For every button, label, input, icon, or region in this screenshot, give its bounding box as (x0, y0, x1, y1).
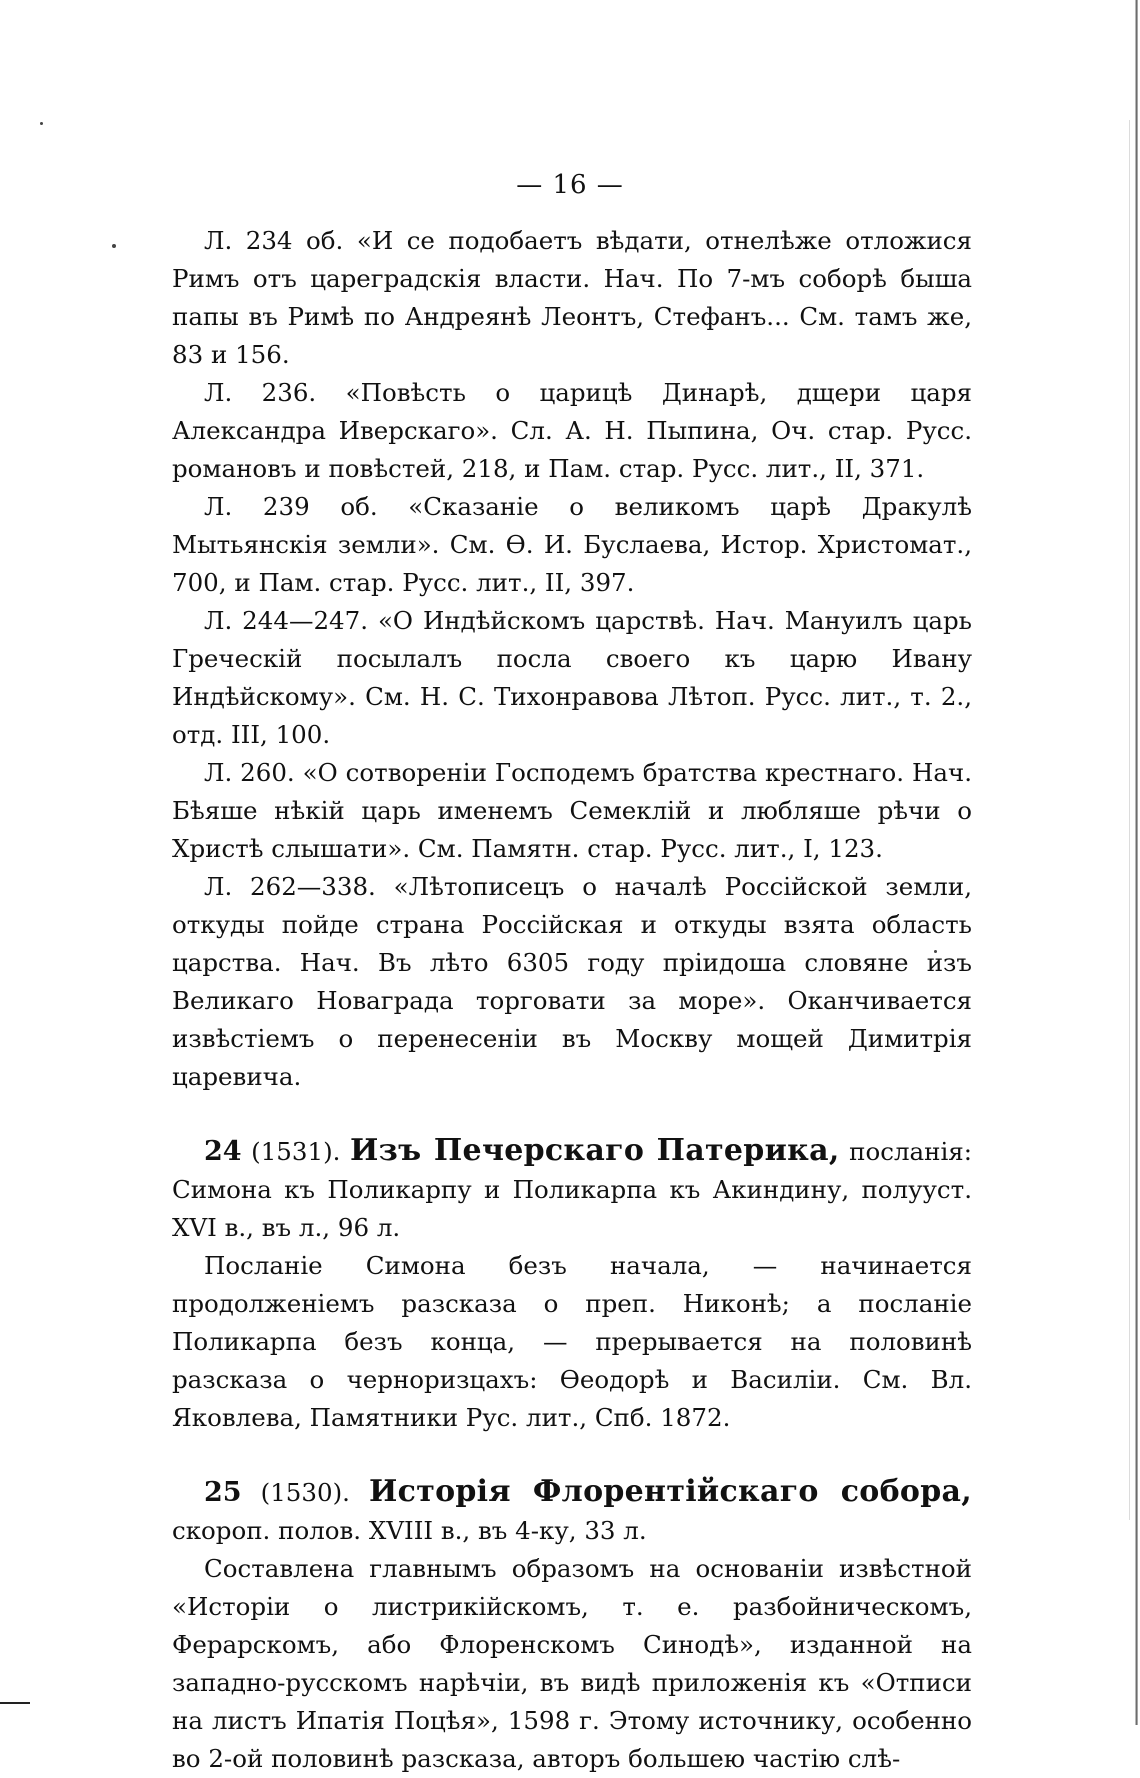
entry-year: (1531). (251, 1137, 341, 1166)
entry-description: посланія: Симона къ Поликарпу и Поликарпа къ Акиндину, полууст. XVI в., въ л., 96 л. (172, 1137, 973, 1242)
entry-heading (172, 1473, 972, 1550)
paragraph: Л. 234 об. «И се подобаетъ вѣдати, отнелѣже отложися Римъ отъ цареградскія власти. Нач. По 7-мъ соборѣ быша папы въ Римѣ по Андреянѣ Леонтъ, Стефанъ... См. тамъ же, 83 и 156. (172, 226, 972, 369)
scan-edge-line (1129, 120, 1130, 1520)
paragraph: Л. 244—247. «О Индѣйскомъ царствѣ. Нач. Мануилъ царь Греческій посылалъ посла своего къ царю Ивану Индѣйскому». См. Н. С. Тихонравова Лѣтоп. Русс. лит., т. 2., отд. III, 100. (172, 606, 972, 749)
entry-description: скороп. полов. XVIII в., въ 4-ку, 33 л. (172, 1516, 647, 1545)
catalog-entry (172, 1473, 972, 1778)
catalog-entry (172, 1132, 972, 1437)
scan-speck (112, 244, 116, 248)
entry-year: (1530). (260, 1478, 350, 1507)
scan-edge (1135, 0, 1138, 1725)
scan-mark (0, 1702, 30, 1704)
entry-number: 24 (204, 1136, 242, 1167)
entry-title: Исторія Флорентійскаго собора, (369, 1474, 972, 1509)
paragraph: Л. 262—338. «Лѣтописецъ о началѣ Россійской земли, откуды пойде страна Россійская и откуды взята область царства. Нач. Въ лѣто 6305 году пріидоша словяне изъ Великаго Новаграда торговати за море». Оканчивается извѣстіемъ о перенесеніи въ Москву мощей Димитрія царевича. (172, 872, 972, 1091)
entry-paragraph: Составлена главнымъ образомъ на основаніи извѣстной «Исторіи о листрикійскомъ, т. е. разбойническомъ, Ферарскомъ, або Флоренскомъ Синодѣ», изданной на западно-русскомъ нарѣчіи, въ видѣ приложенія къ «Отписи на листъ Ипатія Поцѣя», 1598 г. Этому источнику, особенно во 2-ой половинѣ разсказа, авторъ большею частію слѣ- (172, 1554, 972, 1773)
page-body (172, 222, 972, 1778)
paragraph: Л. 236. «Повѣсть о царицѣ Динарѣ, дщери царя Александра Иверскаго». Сл. А. Н. Пыпина, Оч. стар. Русс. романовъ и повѣстей, 218, и Пам. стар. Русс. лит., II, 371. (172, 378, 972, 483)
entry-number: 25 (204, 1477, 242, 1508)
entry-heading (172, 1132, 972, 1247)
paragraph: Л. 260. «О сотвореніи Господемъ братства крестнаго. Нач. Бѣяше нѣкій царь именемъ Семеклій и любляше рѣчи о Христѣ слышати». См. Памятн. стар. Русс. лит., I, 123. (172, 758, 972, 863)
paragraph: Л. 239 об. «Сказаніе о великомъ царѣ Дракулѣ Мытьянскія земли». См. Ѳ. И. Буслаева, Истор. Христомат., 700, и Пам. стар. Русс. лит., II, 397. (172, 492, 972, 597)
entry-title: Изъ Печерскаго Патерика, (350, 1133, 840, 1168)
entry-paragraph: Посланіе Симона безъ начала, — начинается продолженіемъ разсказа о преп. Никонѣ; а посланіе Поликарпа безъ конца, — прерывается на половинѣ разсказа о черноризцахъ: Ѳеодорѣ и Василіи. См. Вл. Яковлева, Памятники Рус. лит., Спб. 1872. (172, 1251, 972, 1432)
scan-speck (40, 122, 43, 125)
page-number: — 16 — (516, 170, 624, 200)
